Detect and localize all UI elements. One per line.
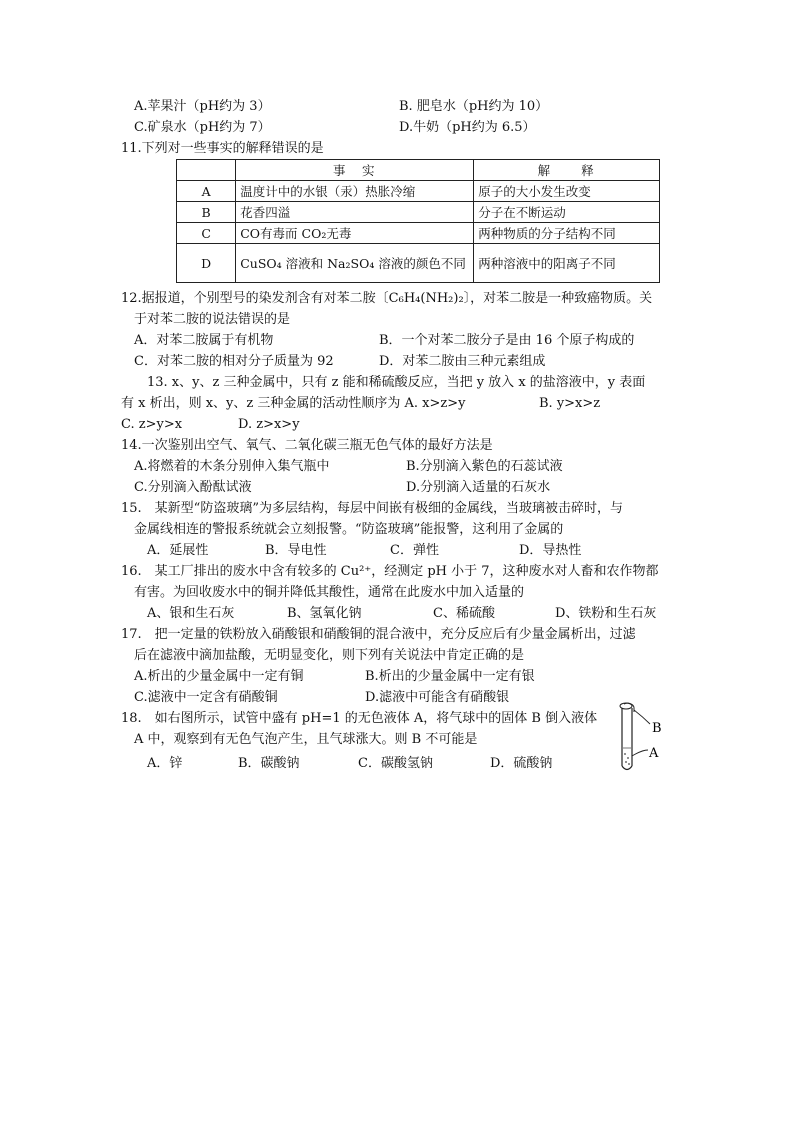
pointer-line-a — [632, 750, 648, 756]
q18-option-c: C．碳酸氢钠 — [358, 756, 433, 771]
q10-option-a: A.苹果汁（pH约为 3） — [134, 99, 271, 114]
q14-option-a: A.将燃着的木条分别伸入集气瓶中 — [134, 459, 330, 474]
q12-option-c: C．对苯二胺的相对分子质量为 92 — [134, 354, 334, 369]
q11-stem: 11.下列对一些事实的解释错误的是 — [121, 141, 324, 156]
table-header-row — [177, 160, 660, 181]
header-label-cell — [177, 160, 236, 181]
row-fact: CO有毒而 CO₂无毒 — [236, 223, 474, 244]
q15-option-c: C．弹性 — [390, 543, 439, 558]
q15-line2: 金属线相连的警报系统就会立刻报警。“防盗玻璃”能报警，这利用了金属的 — [134, 522, 564, 537]
q18-line1: 18. 如右图所示，试管中盛有 pH=1 的无色液体 A，将气球中的固体 B 倒入液体 — [121, 711, 598, 726]
q15-option-b: B．导电性 — [265, 543, 327, 558]
q13-line1: 13. x、y、z 三种金属中，只有 z 能和稀硫酸反应，当把 y 放入 x 的盐溶液中，y 表面 — [147, 375, 646, 390]
label-a: A — [649, 746, 659, 761]
q17-option-c: C.滤液中一定含有硝酸铜 — [134, 690, 278, 705]
q14-option-b: B.分别滴入紫色的石蕊试液 — [406, 459, 563, 474]
row-fact: 花香四溢 — [236, 202, 474, 223]
q16-line1: 16. 某工厂排出的废水中含有较多的 Cu²⁺，经测定 pH 小于 7，这种废水对人畜和农作物都 — [121, 564, 659, 579]
q18-option-b: B．碳酸钠 — [238, 756, 300, 771]
q14-stem: 14.一次鉴别出空气、氧气、二氧化碳三瓶无色气体的最好方法是 — [121, 438, 493, 453]
header-explanation: 解 释 — [474, 160, 660, 181]
row-label: A — [177, 181, 236, 202]
q12-option-b: B．一个对苯二胺分子是由 16 个原子构成的 — [379, 333, 635, 348]
row-explanation: 分子在不断运动 — [474, 202, 660, 223]
pointer-line-b — [634, 710, 650, 724]
q17-option-a: A.析出的少量金属中一定有铜 — [134, 669, 304, 684]
q11-table — [176, 159, 660, 283]
q13-option-b: B. y>x>z — [539, 396, 601, 411]
table-row — [177, 202, 660, 223]
q12-stem-line2: 于对苯二胺的说法错误的是 — [134, 312, 291, 327]
row-explanation: 两种溶液中的阳离子不同 — [474, 244, 660, 283]
q12-option-d: D．对苯二胺由三种元素组成 — [379, 354, 546, 369]
q18-option-d: D．硫酸钠 — [490, 756, 553, 771]
row-fact: 温度计中的水银（汞）热胀冷缩 — [236, 181, 474, 202]
q17-line1: 17. 把一定量的铁粉放入硝酸银和硝酸铜的混合液中，充分反应后有少量金属析出，过滤 — [121, 627, 636, 642]
table-row — [177, 223, 660, 244]
q16-option-c: C、稀硫酸 — [433, 606, 495, 621]
q15-line1: 15. 某新型“防盗玻璃”为多层结构，每层中间嵌有极细的金属线，当玻璃被击碎时，与 — [121, 501, 623, 516]
table-row — [177, 244, 660, 283]
table-row — [177, 181, 660, 202]
test-tube-icon — [622, 708, 632, 770]
q15-option-d: D．导热性 — [519, 543, 582, 558]
q17-option-b: B.析出的少量金属中一定有银 — [365, 669, 535, 684]
q13-line2: 有 x 析出，则 x、y、z 三种金属的活动性顺序为 A. x>z>y — [121, 396, 466, 411]
q15-option-a: A．延展性 — [147, 543, 209, 558]
test-tube-balloon-figure — [612, 702, 668, 774]
row-label: B — [177, 202, 236, 223]
row-explanation: 原子的大小发生改变 — [474, 181, 660, 202]
q12-stem-line1: 12.据报道，个别型号的染发剂含有对苯二胺〔C₆H₄(NH₂)₂〕，对苯二胺是一种致癌物质。关 — [121, 291, 653, 306]
q10-option-c: C.矿泉水（pH约为 7） — [134, 120, 271, 135]
q13-option-d: D. z>x>y — [238, 417, 300, 432]
q17-option-d: D.滤液中可能含有硝酸银 — [365, 690, 510, 705]
q17-line2: 后在滤液中滴加盐酸，无明显变化，则下列有关说法中肯定正确的是 — [134, 648, 525, 663]
row-label: D — [177, 244, 236, 283]
q10-option-b: B. 肥皂水（pH约为 10） — [399, 99, 549, 114]
row-fact: CuSO₄ 溶液和 Na₂SO₄ 溶液的颜色不同 — [236, 244, 474, 283]
q18-option-a: A．锌 — [147, 756, 183, 771]
label-b: B — [652, 721, 662, 736]
q18-line2: A 中，观察到有无色气泡产生，且气球涨大。则 B 不可能是 — [134, 732, 478, 747]
q10-option-d: D.牛奶（pH约为 6.5） — [399, 120, 536, 135]
header-fact: 事 实 — [236, 160, 474, 181]
q14-option-c: C.分别滴入酚酞试液 — [134, 480, 252, 495]
q16-option-b: B、氢氧化钠 — [287, 606, 362, 621]
q16-line2: 有害。为回收废水中的铜并降低其酸性，通常在此废水中加入适量的 — [134, 585, 525, 600]
q12-option-a: A．对苯二胺属于有机物 — [134, 333, 274, 348]
q14-option-d: D.分别滴入适量的石灰水 — [406, 480, 551, 495]
q13-option-c: C. z>y>x — [121, 417, 183, 432]
q16-option-d: D、铁粉和生石灰 — [555, 606, 657, 621]
row-label: C — [177, 223, 236, 244]
q16-option-a: A、银和生石灰 — [147, 606, 235, 621]
row-explanation: 两种物质的分子结构不同 — [474, 223, 660, 244]
